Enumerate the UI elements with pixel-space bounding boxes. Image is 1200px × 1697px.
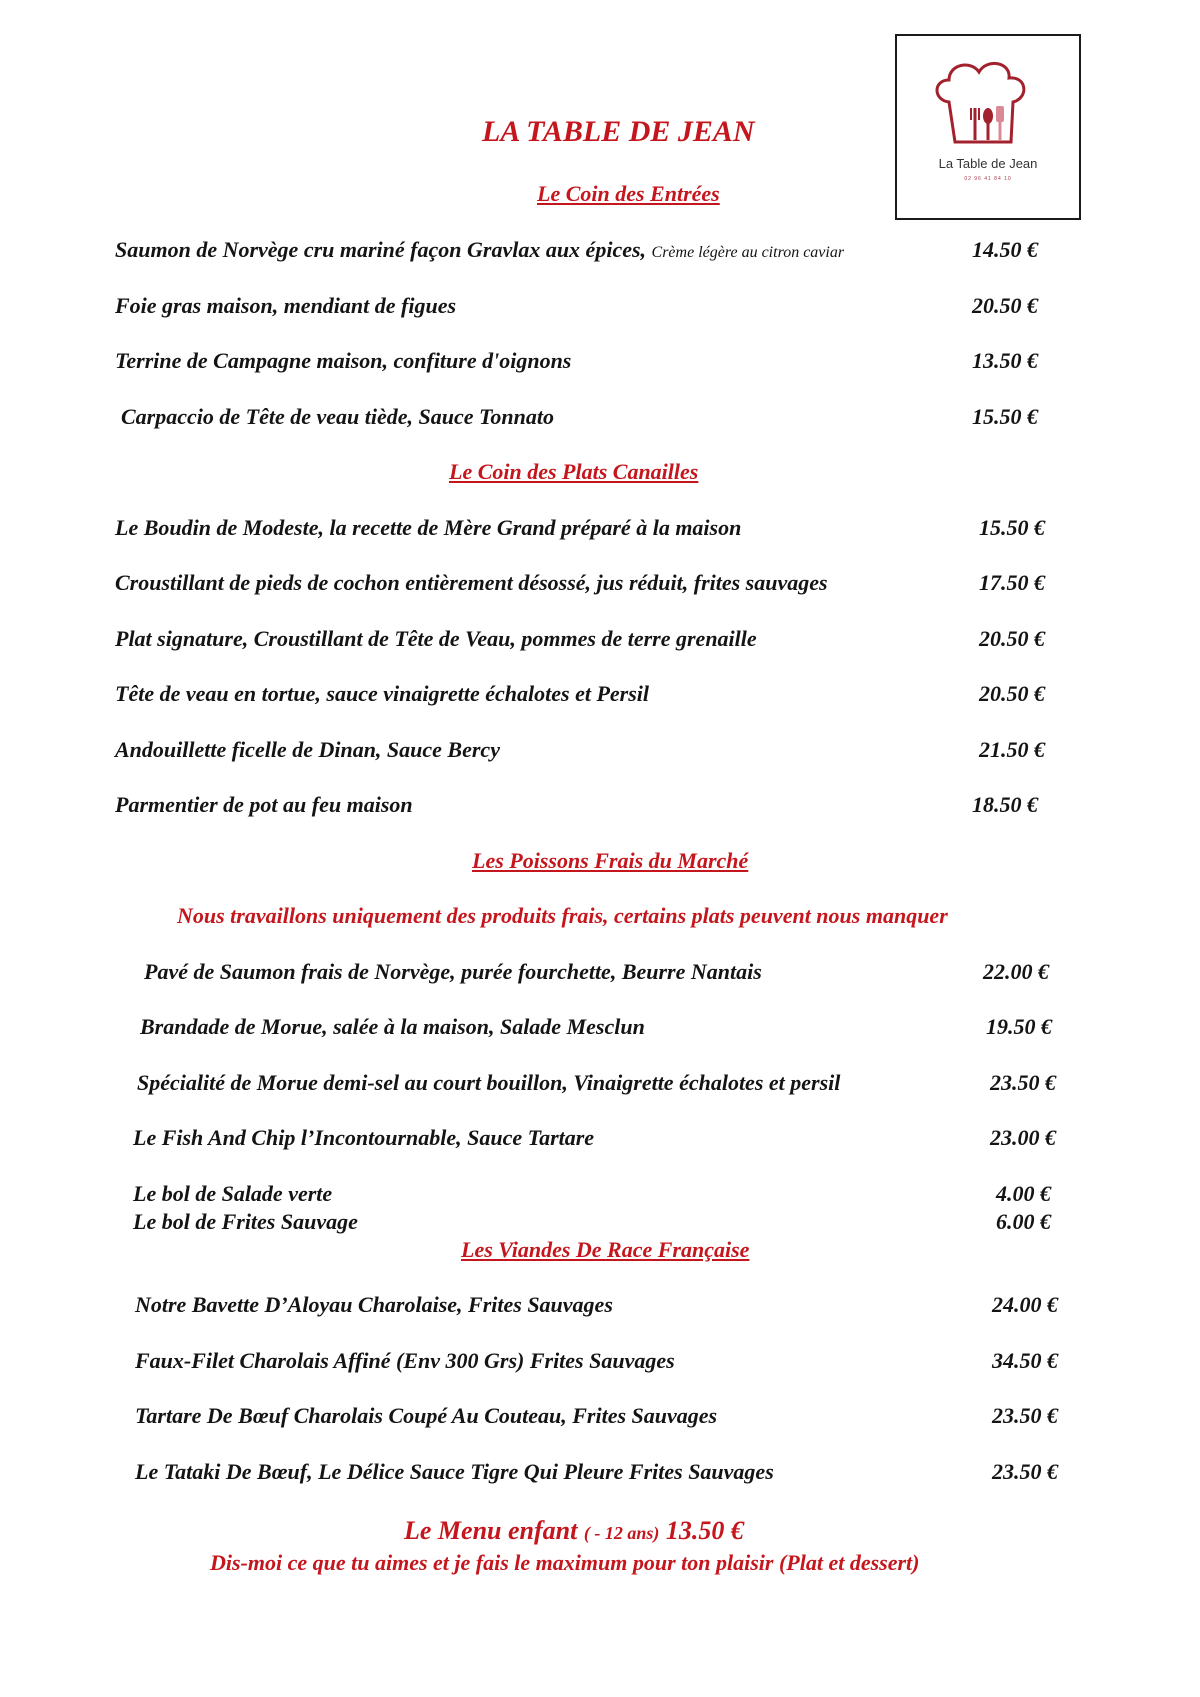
menu-item-price: 18.50 € (972, 792, 1038, 817)
menu-item-name: Saumon de Norvège cru mariné façon Gravlax aux épices, (115, 237, 647, 262)
menu-item-price: 34.50 € (992, 1348, 1058, 1373)
menu-item-price: 20.50 € (979, 681, 1045, 706)
section-note: Nous travaillons uniquement des produits frais, certains plats peuvent nous manquer (177, 903, 948, 928)
menu-item-price: 20.50 € (972, 293, 1038, 318)
restaurant-logo (895, 34, 1081, 220)
menu-item-name: Parmentier de pot au feu maison (115, 792, 413, 817)
menu-item-name: Carpaccio de Tête de veau tiède, Sauce Tonnato (121, 404, 555, 429)
menu-item-price: 15.50 € (972, 404, 1038, 429)
menu-item-name: Le Boudin de Modeste, la recette de Mère Grand préparé à la maison (115, 515, 742, 540)
menu-item-name: Le Fish And Chip l’Incontournable, Sauce Tartare (133, 1125, 595, 1150)
menu-item-name: Pavé de Saumon frais de Norvège, purée fourchette, Beurre Nantais (144, 959, 762, 984)
menu-item-detail: Crème légère au citron caviar (651, 244, 845, 261)
menu-item-price: 24.00 € (992, 1292, 1058, 1317)
side-item-name: Le bol de Frites Sauvage (133, 1209, 358, 1234)
menu-item-price: 22.00 € (983, 959, 1049, 984)
section-heading-poissons: Les Poissons Frais du Marché (472, 848, 749, 873)
menu-item-name: Brandade de Morue, salée à la maison, Salade Mesclun (140, 1014, 645, 1039)
menu-item-price: 15.50 € (979, 515, 1045, 540)
chef-hat-cutlery-icon (897, 36, 1083, 156)
menu-item-name: Tête de veau en tortue, sauce vinaigrette échalotes et Persil (115, 681, 650, 706)
menu-item-name: Andouillette ficelle de Dinan, Sauce Bercy (115, 737, 500, 762)
logo-name: La Table de Jean (938, 156, 1038, 171)
menu-item-name: Foie gras maison, mendiant de figues (115, 293, 457, 318)
kids-menu-line (404, 1516, 744, 1546)
menu-item-name: Terrine de Campagne maison, confiture d'oignons (115, 348, 572, 373)
menu-item-name: Plat signature, Croustillant de Tête de Veau, pommes de terre grenaille (115, 626, 757, 651)
menu-item-price: 20.50 € (979, 626, 1045, 651)
menu-item-price: 17.50 € (979, 570, 1045, 595)
side-item-name: Le bol de Salade verte (133, 1181, 333, 1206)
menu-item-price: 23.50 € (992, 1459, 1058, 1484)
menu-item (115, 237, 844, 263)
menu-item-name: Faux-Filet Charolais Affiné (Env 300 Grs) Frites Sauvages (135, 1348, 675, 1373)
kids-menu-price: 13.50 € (665, 1516, 744, 1545)
kids-menu-description: Dis-moi ce que tu aimes et je fais le maximum pour ton plaisir (Plat et dessert) (210, 1550, 920, 1575)
menu-item-price: 23.50 € (992, 1403, 1058, 1428)
menu-item-price: 14.50 € (972, 237, 1038, 262)
menu-item-price: 23.00 € (990, 1125, 1056, 1150)
side-item-price: 4.00 € (996, 1181, 1051, 1206)
page-title: LA TABLE DE JEAN (482, 115, 755, 148)
menu-item-price: 13.50 € (972, 348, 1038, 373)
menu-item-name: Notre Bavette D’Aloyau Charolaise, Frites Sauvages (135, 1292, 613, 1317)
menu-item-name: Spécialité de Morue demi-sel au court bouillon, Vinaigrette échalotes et persil (137, 1070, 841, 1095)
kids-menu-age: ( - 12 ans) (583, 1523, 660, 1543)
menu-item-price: 19.50 € (986, 1014, 1052, 1039)
section-heading-canailles: Le Coin des Plats Canailles (449, 459, 699, 484)
menu-item-name: Tartare De Bœuf Charolais Coupé Au Couteau, Frites Sauvages (135, 1403, 718, 1428)
section-heading-viandes: Les Viandes De Race Française (461, 1237, 750, 1262)
logo-phone: 02 96 41 84 10 (964, 176, 1012, 182)
menu-item-price: 23.50 € (990, 1070, 1056, 1095)
kids-menu-label: Le Menu enfant (404, 1516, 578, 1545)
side-item-price: 6.00 € (996, 1209, 1051, 1234)
menu-item-name: Le Tataki De Bœuf, Le Délice Sauce Tigre Qui Pleure Frites Sauvages (135, 1459, 774, 1484)
menu-item-name: Croustillant de pieds de cochon entièrement désossé, jus réduit, frites sauvages (115, 570, 828, 595)
menu-item-price: 21.50 € (979, 737, 1045, 762)
section-heading-entrees: Le Coin des Entrées (537, 181, 720, 206)
